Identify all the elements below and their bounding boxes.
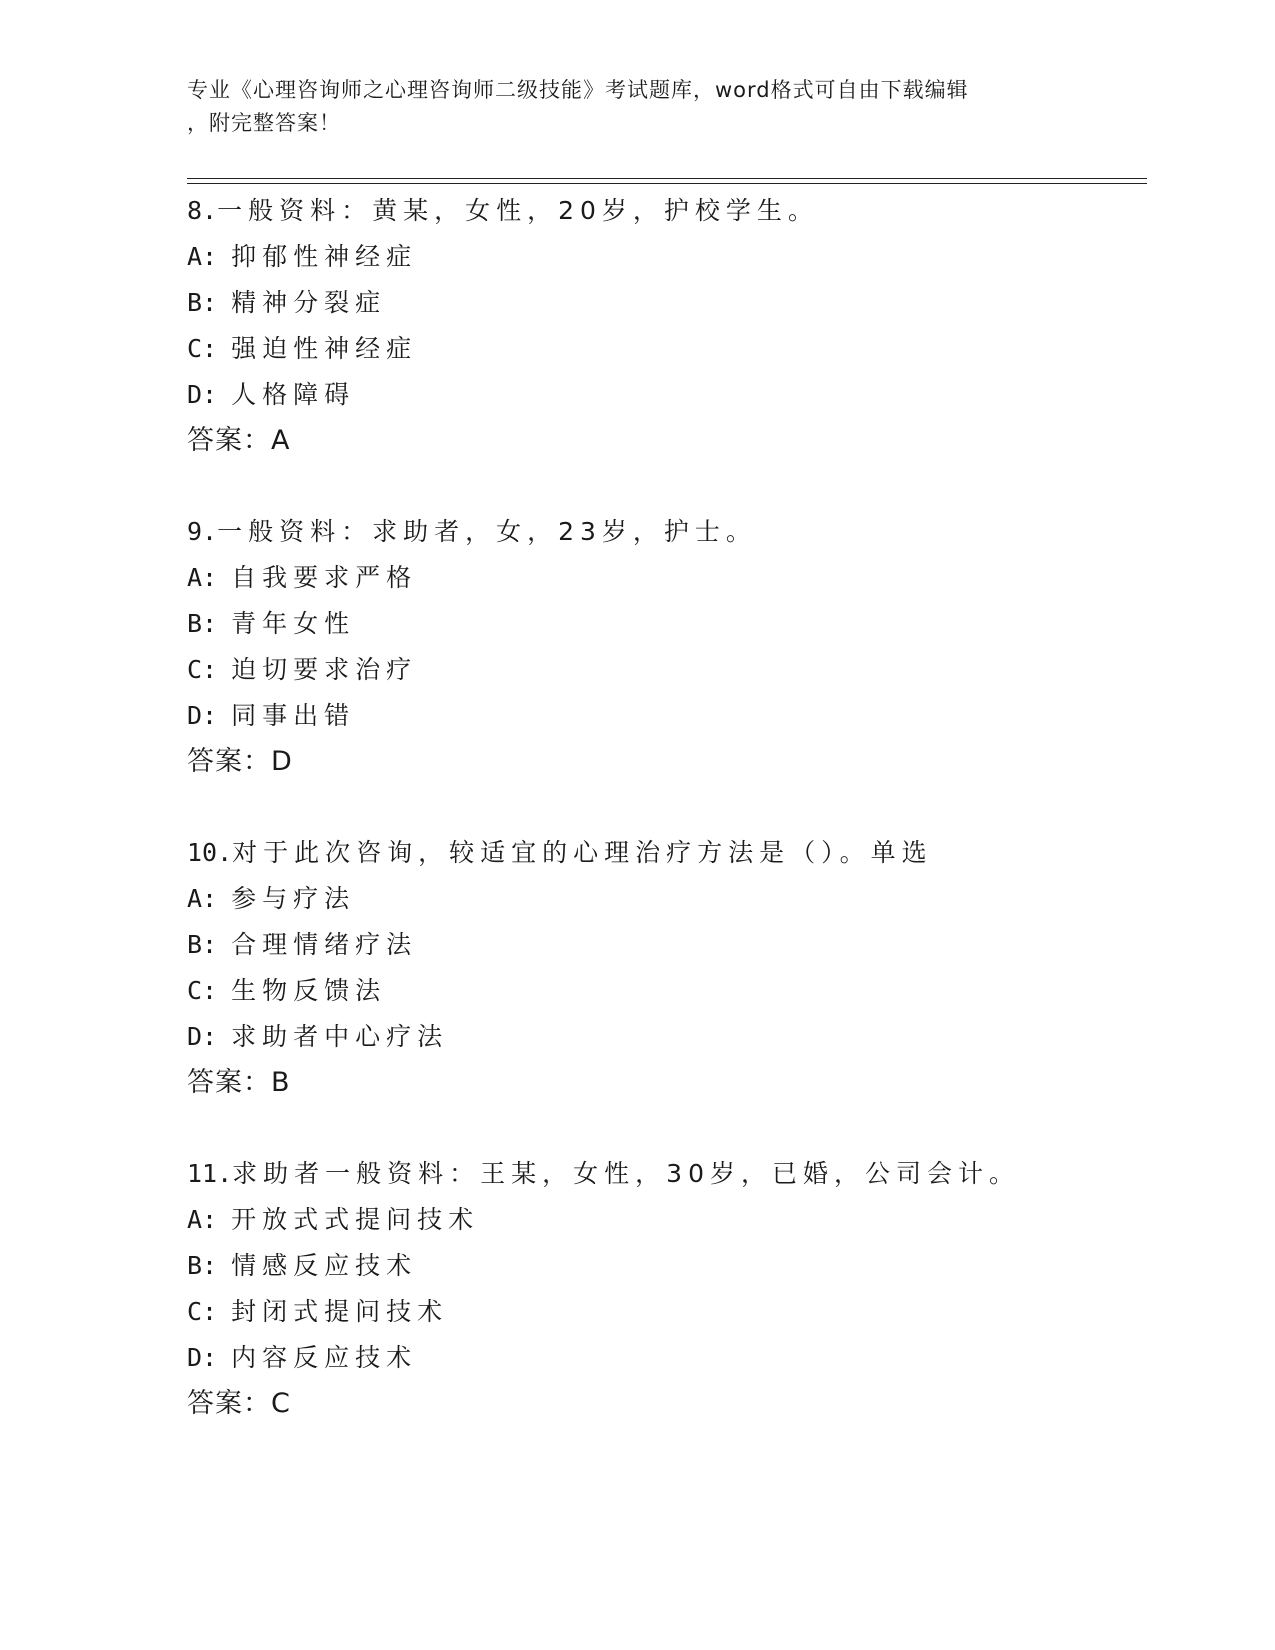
question-number: 11.: [187, 1159, 233, 1188]
option-text: 自我要求严格: [231, 563, 418, 592]
option-label: C:: [187, 655, 218, 684]
option-label: C:: [187, 1297, 218, 1326]
question-stem: [187, 830, 1147, 876]
option-c: [187, 647, 1147, 693]
option-d: [187, 693, 1147, 739]
option-b: [187, 922, 1147, 968]
option-label: A:: [187, 1205, 218, 1234]
option-label: A:: [187, 242, 218, 271]
answer-line: 答案：D: [187, 746, 293, 777]
option-text: 抑郁性神经症: [231, 242, 418, 271]
option-text: 开放式式提问技术: [231, 1205, 480, 1234]
option-text: 人格障碍: [231, 380, 356, 409]
option-text: 同事出错: [231, 701, 356, 730]
option-text: 内容反应技术: [231, 1343, 418, 1372]
document-header: [187, 74, 1087, 140]
option-label: D:: [187, 1022, 218, 1051]
option-label: D:: [187, 380, 218, 409]
option-label: C:: [187, 976, 218, 1005]
option-d: [187, 1335, 1147, 1381]
question-number: 8.: [187, 196, 218, 225]
question-text: 一般资料：求助者，女，23岁，护士。: [217, 517, 757, 546]
option-b: [187, 280, 1147, 326]
header-divider-top: [187, 178, 1147, 179]
option-label: C:: [187, 334, 218, 363]
header-line-1: 专业《心理咨询师之心理咨询师二级技能》考试题库，word格式可自由下载编辑: [187, 78, 969, 102]
option-b: [187, 1243, 1147, 1289]
question-item: [187, 1151, 1147, 1427]
question-text: 对于此次咨询，较适宜的心理治疗方法是（）。单选: [232, 838, 933, 867]
question-stem: [187, 1151, 1147, 1197]
option-label: B:: [187, 1251, 218, 1280]
option-text: 封闭式提问技术: [231, 1297, 449, 1326]
option-c: [187, 326, 1147, 372]
question-item: [187, 509, 1147, 785]
option-a: [187, 234, 1147, 280]
question-item: [187, 830, 1147, 1106]
option-label: B:: [187, 930, 218, 959]
option-c: [187, 968, 1147, 1014]
option-a: [187, 555, 1147, 601]
option-a: [187, 1197, 1147, 1243]
header-divider-bottom: [187, 183, 1147, 184]
question-stem: [187, 509, 1147, 555]
header-line-2: ，附完整答案！: [187, 111, 341, 135]
option-label: A:: [187, 884, 218, 913]
option-text: 求助者中心疗法: [231, 1022, 449, 1051]
option-label: B:: [187, 609, 218, 638]
question-item: [187, 188, 1147, 464]
option-text: 合理情绪疗法: [231, 930, 418, 959]
option-text: 青年女性: [231, 609, 356, 638]
question-list: [187, 188, 1147, 1472]
option-text: 迫切要求治疗: [231, 655, 418, 684]
question-stem: [187, 188, 1147, 234]
option-text: 强迫性神经症: [231, 334, 418, 363]
question-number: 9.: [187, 517, 218, 546]
question-number: 10.: [187, 838, 233, 867]
option-label: D:: [187, 701, 218, 730]
option-text: 生物反馈法: [231, 976, 387, 1005]
option-d: [187, 372, 1147, 418]
question-text: 求助者一般资料：王某，女性，30岁，已婚，公司会计。: [232, 1159, 1020, 1188]
option-d: [187, 1014, 1147, 1060]
option-text: 精神分裂症: [231, 288, 387, 317]
option-text: 情感反应技术: [231, 1251, 418, 1280]
option-label: A:: [187, 563, 218, 592]
option-b: [187, 601, 1147, 647]
answer-line: 答案：A: [187, 425, 291, 456]
option-c: [187, 1289, 1147, 1335]
answer-line: 答案：C: [187, 1388, 291, 1419]
option-label: D:: [187, 1343, 218, 1372]
option-label: B:: [187, 288, 218, 317]
option-a: [187, 876, 1147, 922]
answer-line: 答案：B: [187, 1067, 291, 1098]
question-text: 一般资料：黄某，女性，20岁，护校学生。: [217, 196, 819, 225]
option-text: 参与疗法: [231, 884, 356, 913]
